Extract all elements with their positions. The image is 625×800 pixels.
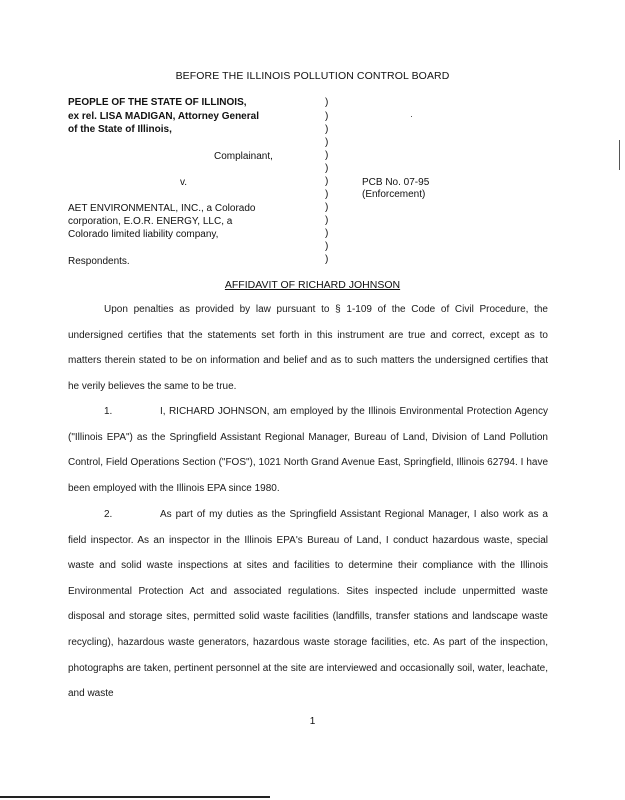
caption-paren: ) <box>325 241 329 252</box>
scan-edge-mark <box>619 140 620 170</box>
page-number: 1 <box>309 716 316 727</box>
caption-paren: ) <box>325 202 329 213</box>
caption-paren: ) <box>325 150 329 161</box>
paragraph-2 <box>68 502 548 707</box>
caption-paren: ) <box>325 163 329 174</box>
paragraph-1 <box>68 399 548 501</box>
intro-text: Upon penalties as provided by law pursuant to § 1-109 of the Code of Civil Procedure, the undersigned certifies that the statements set forth in this instrument are true and correct, except as to matters therein stated to be on information and belief and as to such matters the undersigned certifies that he verily believes the same to be true. <box>68 304 548 392</box>
intro-paragraph <box>68 297 548 399</box>
versus-label: v. <box>180 177 188 188</box>
plaintiff-line-3: of the State of Illinois, <box>68 124 172 135</box>
caption-paren: ) <box>325 228 329 239</box>
case-type: (Enforcement) <box>362 189 426 200</box>
respondent-line-3: Colorado limited liability company, <box>68 229 219 240</box>
paragraph-1-text: I, RICHARD JOHNSON, am employed by the Illinois Environmental Protection Agency ("Illinois EPA") as the Springfield Assistant Regional Manager, Bureau of Land, Division of Land Pollution Control, Field Operations Section ("FOS"), 1021 North Grand Avenue East, Springfield, Illinois 62794. I have been employed with the Illinois EPA since 1980. <box>68 406 548 494</box>
paragraph-2-number: 2. <box>104 509 113 520</box>
scan-speck <box>411 116 412 117</box>
plaintiff-line-1: PEOPLE OF THE STATE OF ILLINOIS, <box>68 97 247 108</box>
footer-rule <box>0 796 270 798</box>
caption-paren: ) <box>325 254 329 265</box>
complainant-label: Complainant, <box>214 151 273 162</box>
caption-paren: ) <box>325 189 329 200</box>
affidavit-title: AFFIDAVIT OF RICHARD JOHNSON <box>224 279 401 291</box>
caption-paren: ) <box>325 111 329 122</box>
case-number: PCB No. 07-95 <box>362 177 430 188</box>
caption-paren: ) <box>325 137 329 148</box>
court-title: BEFORE THE ILLINOIS POLLUTION CONTROL BOARD <box>175 70 450 82</box>
caption-paren: ) <box>325 215 329 226</box>
respondent-line-1: AET ENVIRONMENTAL, INC., a Colorado <box>68 203 256 214</box>
paragraph-1-number: 1. <box>104 406 113 417</box>
plaintiff-line-2: ex rel. LISA MADIGAN, Attorney General <box>68 111 259 122</box>
caption-paren: ) <box>325 124 329 135</box>
respondents-label: Respondents. <box>68 256 130 267</box>
caption-paren: ) <box>325 97 329 108</box>
caption-paren: ) <box>325 176 329 187</box>
paragraph-2-text: As part of my duties as the Springfield Assistant Regional Manager, I also work as a field inspector. As an inspector in the Illinois EPA's Bureau of Land, I conduct hazardous waste, special waste and solid waste inspections at sites and facilities to determine their compliance with the Illinois Environmental Protection Act and associated regulations. Sites inspected include unpermitted waste disposal and storage sites, permitted solid waste facilities (landfills, transfer stations and landscape waste recycling), hazardous waste generators, hazardous waste storage facilities, etc. As part of the inspection, photographs are taken, pertinent personnel at the site are interviewed and occasionally soil, water, leachate, and waste <box>68 509 548 700</box>
respondent-line-2: corporation, E.O.R. ENERGY, LLC, a <box>68 216 233 227</box>
